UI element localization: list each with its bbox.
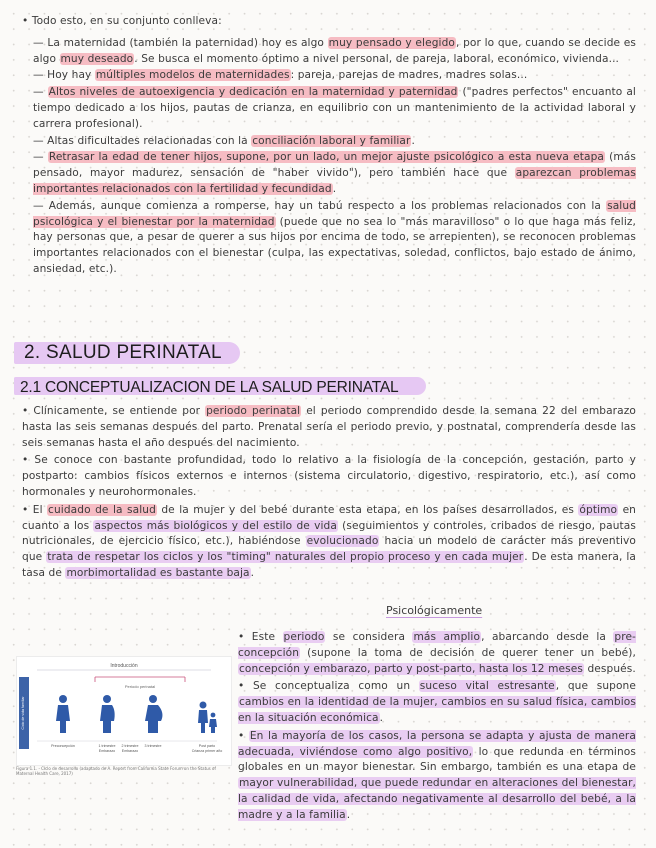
figure-stage-label: Post parto [198,744,216,748]
perinatal-figure [16,656,232,766]
highlighted-text: concepción y embarazo, parto y post-parto, hasta los 12 meses [239,662,583,675]
figure-stage-sublabel: Embarazo [121,749,139,753]
figure-stage-label: Preconcepción [51,744,75,748]
intro-list [22,36,636,278]
text-run: . [411,134,415,147]
figure-stage-sublabel: Embarazo [98,749,116,753]
figure-stage-sublabel: Crianza primer año [191,749,223,753]
psych-subtitle: Psicológicamente [386,604,483,617]
text-run: • El [22,503,48,516]
highlighted-text: periodo [283,631,325,643]
intro-item [33,85,636,132]
text-run: • Clínicamente, se entiende por [22,405,206,417]
text-run: • Este [238,631,283,643]
highlighted-text: muy pensado y elegido [328,36,455,49]
text-run: . [332,182,337,195]
highlighted-text: más amplio [413,631,481,643]
text-run: — Además, aunque comienza a romperse, hay un tabú respecto a los problemas relacionados con la [33,199,607,212]
subsection-header [14,377,426,395]
text-run: — La maternidad (también la paternidad) hoy es algo [33,36,328,49]
text-run: el periodo comprendido desde la semana 22 del embarazo hasta las seis semanas después del parto. Prenatal sería el periodo previo, y postnatal, comprendería desde las seis semanas hasta el año después del nacimiento. [22,405,636,449]
intro-lead: • Todo esto, en su conjunto conlleva: [22,15,222,27]
figure-diagram [17,657,231,765]
text-run: (puede que no sea lo "más maravilloso" o lo que haga más feliz, hay personas que, a pesar de querer a sus hijos por encima de todo, se arrepienten), se reconocen problemas importantes relacionados con el bienestar (culpa, las expectativas, soledad, conflictos, bajo estado de ánimo, ansiedad, etc.). [33,215,637,275]
text-run: (seguimientos y controles, cribados de riesgo, pautas nutricionales, de ejercicio físico, etc.), habiéndose [22,519,637,548]
psych-bullet [238,630,636,677]
highlighted-text: cambios en la identidad de la mujer, cambios en su salud física, cambios en la situación económica [238,696,636,724]
text-run: después. [583,662,636,675]
text-run: • [238,729,249,742]
highlighted-text: cuidado de la salud [48,503,156,516]
figure-title: Introducción [110,663,138,669]
text-run: • Se conceptualiza como un [238,680,419,693]
figure-stage-label: 2 trimestre [121,744,139,748]
section-title: 2. SALUD PERINATAL [24,342,222,363]
text-run: se considera [325,631,413,643]
highlighted-text: muy deseado [60,52,134,65]
figure-stage-label: 3 trimestre [144,744,162,748]
psych-bullet [238,679,636,726]
figure-stage-label: 1 trimestre [98,744,116,748]
text-run: — [33,86,48,99]
text-run: (supone la toma de decisión de querer tener un bebé), [300,646,636,659]
intro-item [33,150,636,197]
text-run: en cuanto a los [22,503,636,532]
text-run: . Se busca el momento óptimo a nivel personal, de pareja, laboral, económico, vivienda... [134,52,620,65]
highlighted-text: Retrasar la edad de tener hijos, supone, por un lado, un mejor ajuste psicológico a esta nueva etapa [48,151,604,164]
highlighted-text: En la mayoría de los casos, la persona se adapta y ajusta de manera adecuada, viviéndose como algo positivo, [238,729,636,758]
highlighted-text: aspectos más biológicos y del estilo de vida [94,519,337,532]
body-block [22,404,636,584]
text-run: : pareja, parejas de madres, madres solas... [290,69,528,82]
psych-bullet [238,729,636,824]
figure-bracket-label: Periodo perinatal [124,684,156,689]
text-run: ("padres perfectos" encuanto al tiempo dedicado a los hijos, pautas de crianza, en equilibrio con un mantenimiento de la actividad laboral y carrera profesional). [33,86,636,130]
text-run: — [33,151,48,164]
highlighted-text: pre-concepción [238,631,636,659]
intro-item [33,36,636,68]
highlighted-text: conciliación laboral y familiar [252,134,411,147]
text-run: — Altas dificultades relacionadas con la [33,134,252,147]
text-run: , abarcando desde la [481,631,614,643]
figure-side-label: Ciclo de vida familiar [21,696,25,730]
figure-caption: Figura 1.1. - Ciclo de desarrollo (adaptado de A. Report from California State Forum on the Status of Maternal Health Care, 2017) [16,766,216,776]
intro-item [33,199,636,278]
body-paragraph [22,404,636,451]
body-paragraph [22,503,636,582]
psych-block [238,630,636,826]
intro-item [33,134,636,150]
intro-block [22,14,636,279]
text-run: . [379,711,384,724]
highlighted-text: Altos niveles de autoexigencia y dedicación en la maternidad y paternidad [48,86,458,99]
highlighted-text: mayor vulnerabilidad, que puede redundar en alteraciones del bienestar, la calidad de vida, afectando negativamente al desarrollo del bebé, a la madre y a la familia [238,777,636,821]
subsection-title: 2.1 CONCEPTUALIZACION DE LA SALUD PERINATAL [20,379,399,396]
text-run: — Hoy hay [33,69,95,82]
body-paragraph [22,453,636,500]
text-run: de la mujer y del bebé durante esta etapa, en los países desarrollados, es [156,503,579,516]
highlighted-text: trata de respetar los ciclos y los "timing" naturales del propio proceso y en cada mujer [47,551,524,564]
text-run: . [346,808,351,821]
highlighted-text: aparezcan problemas importantes relacionados con la fertilidad y fecundidad [33,167,636,195]
text-run: lo que redunda en términos globales en un mayor bienestar. Sin embargo, también es una etapa de [238,745,636,774]
text-run: • Se conoce con bastante profundidad, todo lo relativo a la fisiología de la concepción, gestación, parto y postparto: cambios físicos externos e internos (sistema circulatorio, digestivo, respiratorio, etc.), así como hormonales y neurohormonales. [22,454,636,498]
highlighted-text: múltiples modelos de maternidades [95,69,290,82]
highlighted-text: morbimortalidad es bastante baja [66,566,250,579]
highlighted-text: salud psicológica y el bienestar por la maternidad [33,199,636,228]
text-run: (más pensado, mayor madurez, sensación de "haber vivido"), pero también hace que [33,151,636,180]
text-run: hacia un modelo de carácter más preventivo que [22,535,636,564]
highlighted-text: evolucionado [306,535,379,548]
text-run: , por lo que, cuando se decide es algo [33,36,637,65]
text-run: , que supone [555,680,636,693]
highlighted-text: periodo perinatal [206,405,301,417]
highlighted-text: óptimo [579,503,618,516]
text-run: . [250,566,255,579]
intro-item [33,68,636,84]
section-header [14,342,240,364]
text-run: . De esta manera, la tasa de [22,551,636,579]
highlighted-text: suceso vital estresante [419,680,555,693]
